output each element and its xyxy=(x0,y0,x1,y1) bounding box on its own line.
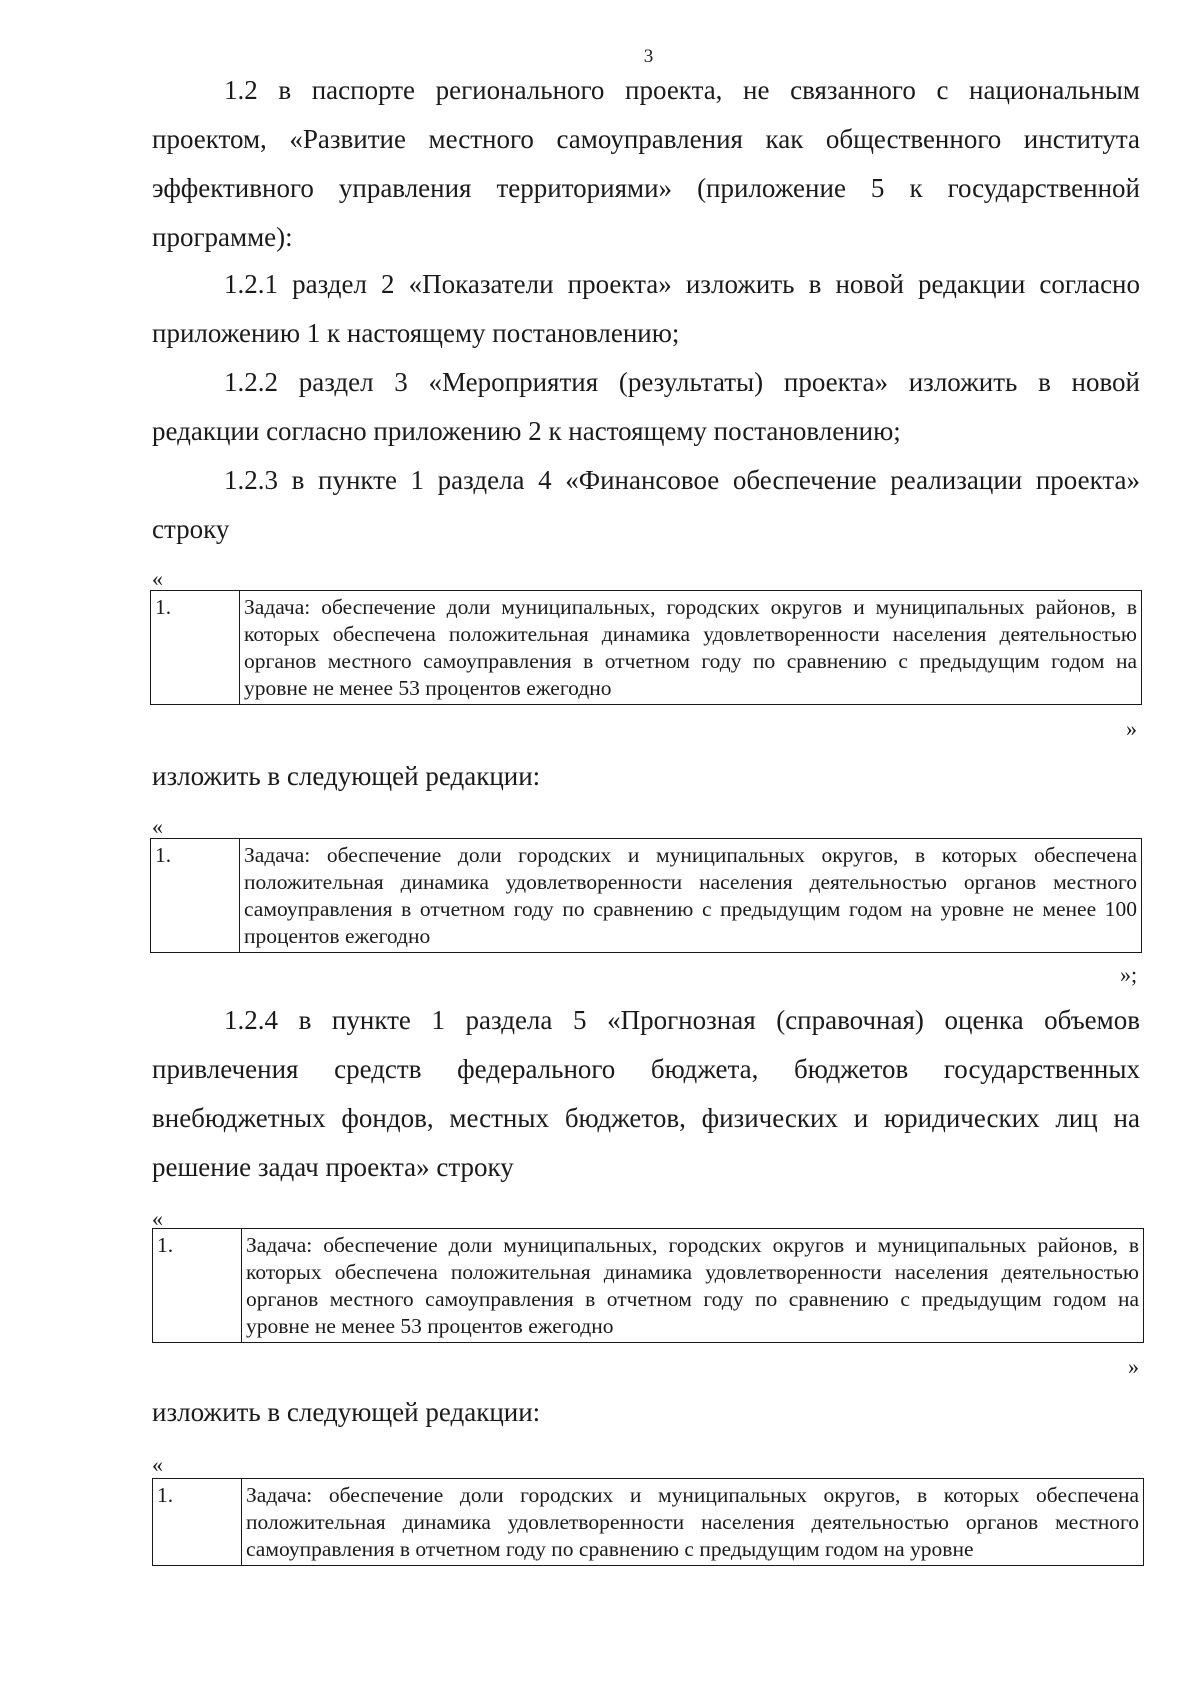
replace-phrase-2: изложить в следующей редакции: xyxy=(152,1397,541,1427)
paragraph-1-2-1: 1.2.1 раздел 2 «Показатели проекта» изложить в новой редакции согласно приложению 1 к настоящему постановлению; xyxy=(152,269,1140,348)
paragraph-1-2: 1.2 в паспорте регионального проекта, не связанного с национальным проектом, «Развитие местного самоуправления как общественного института эффективного управления территориями» (приложение 5 к государственной программе): xyxy=(152,75,1140,252)
row-text: Задача: обеспечение доли муниципальных, городских округов и муниципальных районов, в которых обеспечена положительная динамика удовлетворенности населения деятельностью органов местного самоуправления в отчетном году по сравнению с предыдущим годом на уровне не менее 53 процентов ежегодно xyxy=(242,1229,1144,1343)
table-row xyxy=(151,839,1142,953)
open-quote: « xyxy=(152,1206,163,1231)
old-row-table-2 xyxy=(152,1228,1144,1343)
close-quote-semicolon: »; xyxy=(1120,962,1138,987)
page-number: 3 xyxy=(643,46,654,67)
open-quote: « xyxy=(152,1452,163,1477)
new-row-table-2 xyxy=(152,1478,1144,1566)
row-text: Задача: обеспечение доли городских и муниципальных округов, в которых обеспечена положительная динамика удовлетворенности населения деятельностью органов местного самоуправления в отчетном году по сравнению с предыдущим годом на уровне не менее 100 процентов ежегодно xyxy=(240,839,1142,953)
old-row-table-1 xyxy=(150,590,1142,705)
table-row xyxy=(153,1229,1144,1343)
row-number: 1. xyxy=(151,839,240,953)
paragraph-1-2-3: 1.2.3 в пункте 1 раздела 4 «Финансовое обеспечение реализации проекта» строку xyxy=(152,465,1140,544)
replace-phrase-1: изложить в следующей редакции: xyxy=(152,761,541,791)
table-row xyxy=(151,591,1142,705)
row-text: Задача: обеспечение доли городских и муниципальных округов, в которых обеспечена положительная динамика удовлетворенности населения деятельностью органов местного самоуправления в отчетном году по сравнению с предыдущим годом на уровне xyxy=(242,1479,1144,1566)
paragraph-1-2-4: 1.2.4 в пункте 1 раздела 5 «Прогнозная (справочная) оценка объемов привлечения средств федерального бюджета, бюджетов государственных внебюджетных фондов, местных бюджетов, физических и юридических лиц на решение задач проекта» строку xyxy=(152,1005,1140,1182)
close-quote: » xyxy=(1128,1354,1139,1379)
table-row xyxy=(153,1479,1144,1566)
paragraph-1-2-2: 1.2.2 раздел 3 «Мероприятия (результаты) проекта» изложить в новой редакции согласно приложению 2 к настоящему постановлению; xyxy=(152,367,1140,446)
close-quote: » xyxy=(1126,716,1137,741)
new-row-table-1 xyxy=(150,838,1142,953)
row-text: Задача: обеспечение доли муниципальных, городских округов и муниципальных районов, в которых обеспечена положительная динамика удовлетворенности населения деятельностью органов местного самоуправления в отчетном году по сравнению с предыдущим годом на уровне не менее 53 процентов ежегодно xyxy=(240,591,1142,705)
open-quote: « xyxy=(152,566,163,591)
row-number: 1. xyxy=(151,591,240,705)
open-quote: « xyxy=(152,814,163,839)
row-number: 1. xyxy=(153,1229,242,1343)
row-number: 1. xyxy=(153,1479,242,1566)
